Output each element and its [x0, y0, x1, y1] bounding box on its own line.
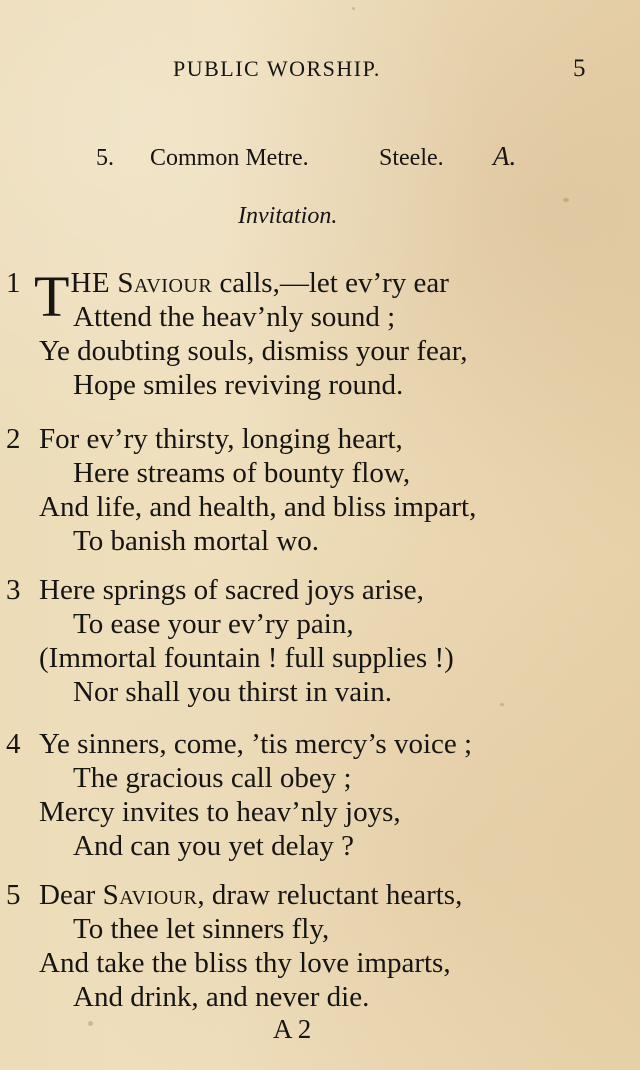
paper-speck [500, 703, 504, 706]
hymn-title: Invitation. [238, 203, 338, 229]
hymn-meter: Common Metre. [150, 145, 309, 171]
verse-number: 4 [6, 728, 21, 760]
hymn-number: 5. [96, 145, 114, 171]
verse-line: (Immortal fountain ! full supplies !) [39, 642, 454, 674]
verse-line-text: Dear [39, 879, 103, 911]
hymn-header [96, 143, 516, 170]
hymn-author: Steele. [379, 145, 444, 171]
verse-line-caps: HE [70, 267, 111, 299]
verse-line: And life, and health, and bliss impart, [39, 491, 477, 523]
verse-line: And drink, and never die. [73, 981, 370, 1013]
verse-line: Here springs of sacred joys arise, [39, 574, 424, 606]
paper-speck [563, 198, 569, 202]
hymn-tune-mark: A. [493, 141, 517, 171]
verse-line: And take the bliss thy love imparts, [39, 947, 451, 979]
verse-line-text: , draw reluctant hearts, [197, 879, 463, 911]
verse-line [39, 878, 462, 912]
verse-number: 5 [6, 879, 21, 911]
verse-line: To ease your ev’ry pain, [73, 608, 354, 640]
drop-cap: T [34, 264, 68, 329]
signature-mark: A 2 [273, 1014, 312, 1044]
page-number: 5 [573, 55, 586, 82]
verse-line-small-caps: Saviour [117, 267, 213, 299]
verse-line: Here streams of bounty flow, [73, 457, 411, 489]
verse-line: To thee let sinners fly, [73, 913, 330, 945]
verse-line: Nor shall you thirst in vain. [73, 676, 392, 708]
verse-line: To banish mortal wo. [73, 525, 320, 557]
verse-line: Ye sinners, come, ’tis mercy’s voice ; [39, 728, 473, 760]
verse-line: And can you yet delay ? [73, 830, 355, 862]
verse-line: For ev’ry thirsty, longing heart, [39, 423, 403, 455]
running-head: PUBLIC WORSHIP. [173, 56, 381, 81]
verse-line-small-caps: Saviour [102, 879, 198, 911]
verse-line: Attend the heav’nly sound ; [73, 301, 396, 333]
verse-line: The gracious call obey ; [73, 762, 352, 794]
verse-line-text: calls,—let ev’ry ear [212, 267, 449, 299]
verse-line: Ye doubting souls, dismiss your fear, [39, 335, 468, 367]
verse-number: 1 [6, 267, 21, 299]
paper-speck [352, 7, 355, 10]
verse-line: Hope smiles reviving round. [73, 369, 404, 401]
verse-line: Mercy invites to heav’nly joys, [39, 796, 401, 828]
paper-speck [88, 1021, 93, 1026]
verse-number: 3 [6, 574, 21, 606]
verse-number: 2 [6, 423, 21, 455]
